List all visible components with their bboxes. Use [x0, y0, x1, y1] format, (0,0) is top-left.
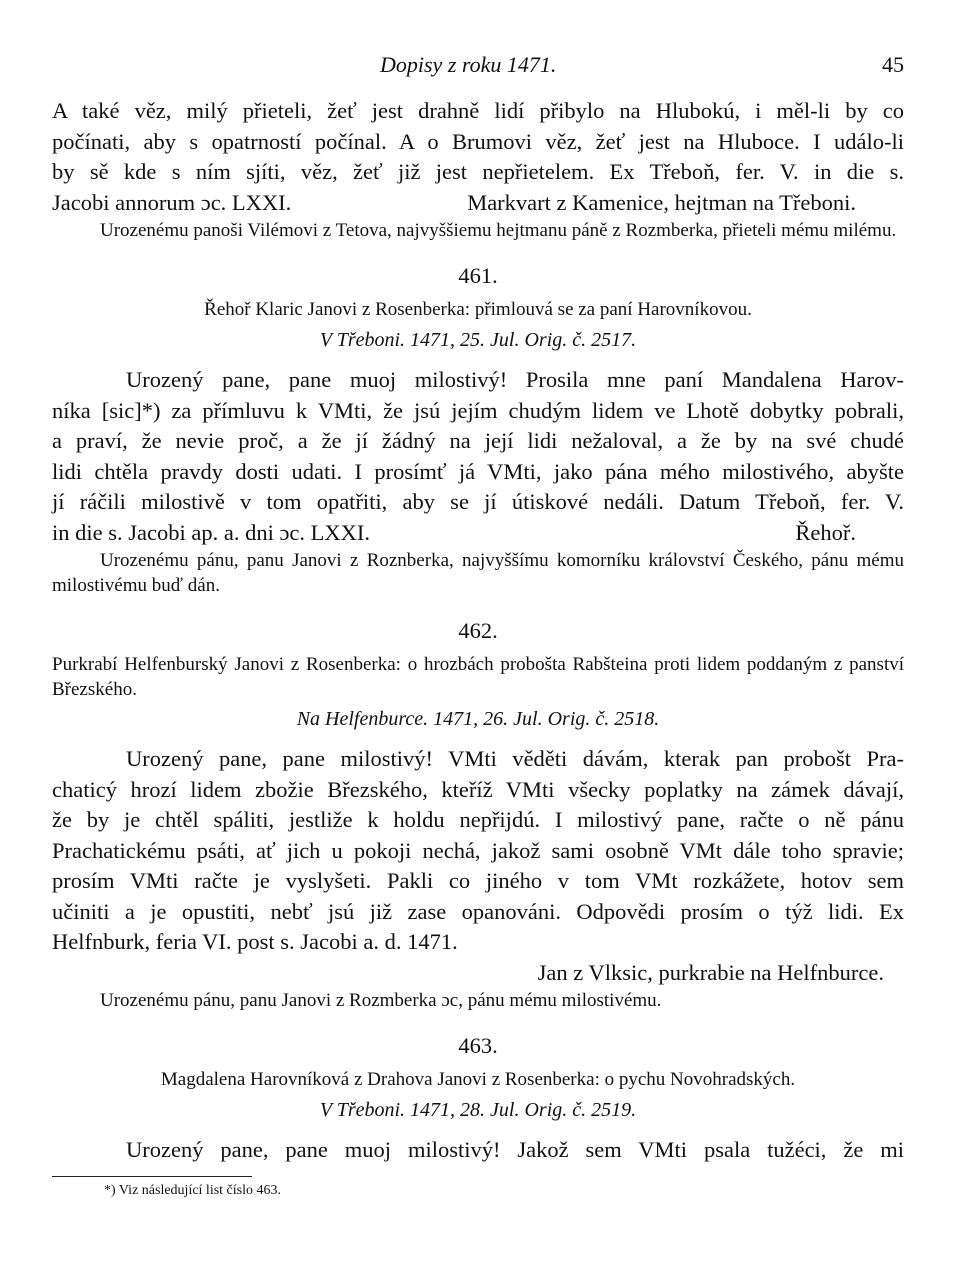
prev-letter-body: [52, 96, 904, 218]
signature-row: [52, 188, 904, 219]
dating: Na Helfenburce. 1471, 26. Jul. Orig. č. 2518.: [296, 708, 660, 730]
text-line: a praví, že nevie proč, a že jí žádný na její lidi nežaloval, a že by na své chudé: [52, 428, 904, 453]
address-text: Urozenému pánu, panu Janovi z Rozmberka ɔc, pánu mému milostivému.: [100, 990, 662, 1011]
signature: Markvart z Kamenice, hejtman na Třeboni.: [467, 189, 856, 215]
signature: Jan z Vlksic, purkrabie na Helfnburce.: [537, 959, 884, 985]
page-header: [52, 52, 904, 96]
text-line: chaticý hrozí lidem zbožie Březského, kteříž VMti všecky poplatky na zámek dávají,: [52, 776, 904, 802]
letter-number: 461.: [458, 263, 498, 288]
page: [52, 52, 904, 1199]
text-line: A také věz, milý přieteli, žeť jest drahně lidí přibylo na Hlubokú, i měl-li by co: [52, 98, 904, 123]
text-line: Helfnburk, feria VI. post s. Jacobi a. d. 1471.: [52, 929, 458, 954]
address-text: Urozenému panoši Vilémovi z Tetova, najvyššiemu hejtmanu páně z Rozmberka, přieteli mému milému.: [100, 220, 897, 241]
letter-body: [52, 1135, 904, 1166]
address: [52, 548, 904, 598]
text-line: lidi chtěla pravdy dosti udati. I prosímť já VMti, jako pána mého milostivého, abyšte: [52, 458, 904, 484]
address: [52, 988, 904, 1013]
text-line: Prachatickému psáti, ať jich u pokoji nechá, jakož sami osobně VMt dále toho spravie;: [52, 837, 904, 863]
text-line: Urozený pane, pane muoj milostivý! Prosila mne paní Mandalena Harov-: [126, 367, 904, 392]
text-line: že by je chtěl spáliti, jestliže k holdu nepřijdú. I milostivý pane, račte o ně pánu: [52, 807, 904, 832]
text-line: níka [sic]*) za přímluvu k VMti, že jsú jejím chudým lidem ve Lhotě dobytky pobrali,: [52, 397, 904, 423]
address-text: Urozenému pánu, panu Janovi z Roznberka, najvyššímu komorníku království Českého, pánu mému milostivému buď dán.: [52, 550, 904, 596]
letter-number: 463.: [458, 1033, 498, 1058]
text-line: jí ráčili milostivě v tom opatřiti, aby se jí útiskové nedáli. Datum Třeboň, fer. V.: [52, 489, 904, 514]
text-line: in die s. Jacobi ap. a. dni ɔc. LXXI.: [52, 519, 371, 545]
dating: V Třeboni. 1471, 28. Jul. Orig. č. 2519.: [319, 1099, 637, 1121]
letter-body: [52, 365, 904, 548]
address: [52, 218, 904, 243]
signature: Řehoř.: [795, 519, 856, 545]
signature-row: [52, 518, 904, 549]
regest: Řehoř Klaric Janovi z Rosenberka: přimlouvá se za paní Harovníkovou.: [204, 299, 752, 320]
regest: Magdalena Harovníková z Drahova Janovi z Rosenberka: o pychu Novohradských.: [160, 1069, 796, 1090]
dating: V Třeboni. 1471, 25. Jul. Orig. č. 2517.: [319, 329, 637, 351]
running-title: Dopisy z roku 1471.: [380, 52, 557, 77]
regest-text: Purkrabí Helfenburský Janovi z Rosenberka: o hrozbách probošta Rabšteina proti lidem poddaným z panství Březského.: [52, 654, 904, 700]
letter-body: [52, 744, 904, 988]
footnote: *) Viz následující list číslo 463.: [104, 1182, 281, 1198]
letter-number: 462.: [458, 618, 498, 643]
footnote-divider: [52, 1176, 252, 1177]
text-line: počínati, aby s opatrností počínal. A o Brumovi věz, žeť jest na Hluboce. I událo-li: [52, 128, 904, 154]
text-line: prosím VMti račte je vyslyšeti. Pakli co jiného v tom VMt rozkážete, hotov sem: [52, 868, 904, 893]
text-line: Urozený pane, pane milostivý! VMti věděti dávám, kterak pan probošt Pra-: [126, 746, 904, 771]
page-number: 45: [882, 52, 904, 77]
text-line: by sě kde s ním sjíti, věz, žeť již jest nepřietelem. Ex Třeboň, fer. V. in die s.: [52, 159, 904, 184]
text-line: Jacobi annorum ɔc. LXXI.: [52, 189, 292, 215]
text-line: Urozený pane, pane muoj milostivý! Jakož sem VMti psala tužéci, že mi: [126, 1137, 904, 1162]
regest: [52, 652, 904, 702]
text-line: učiniti a je opustiti, nebť jsú již zase opanováni. Odpovědi prosím o týž lidi. Ex: [52, 898, 904, 924]
